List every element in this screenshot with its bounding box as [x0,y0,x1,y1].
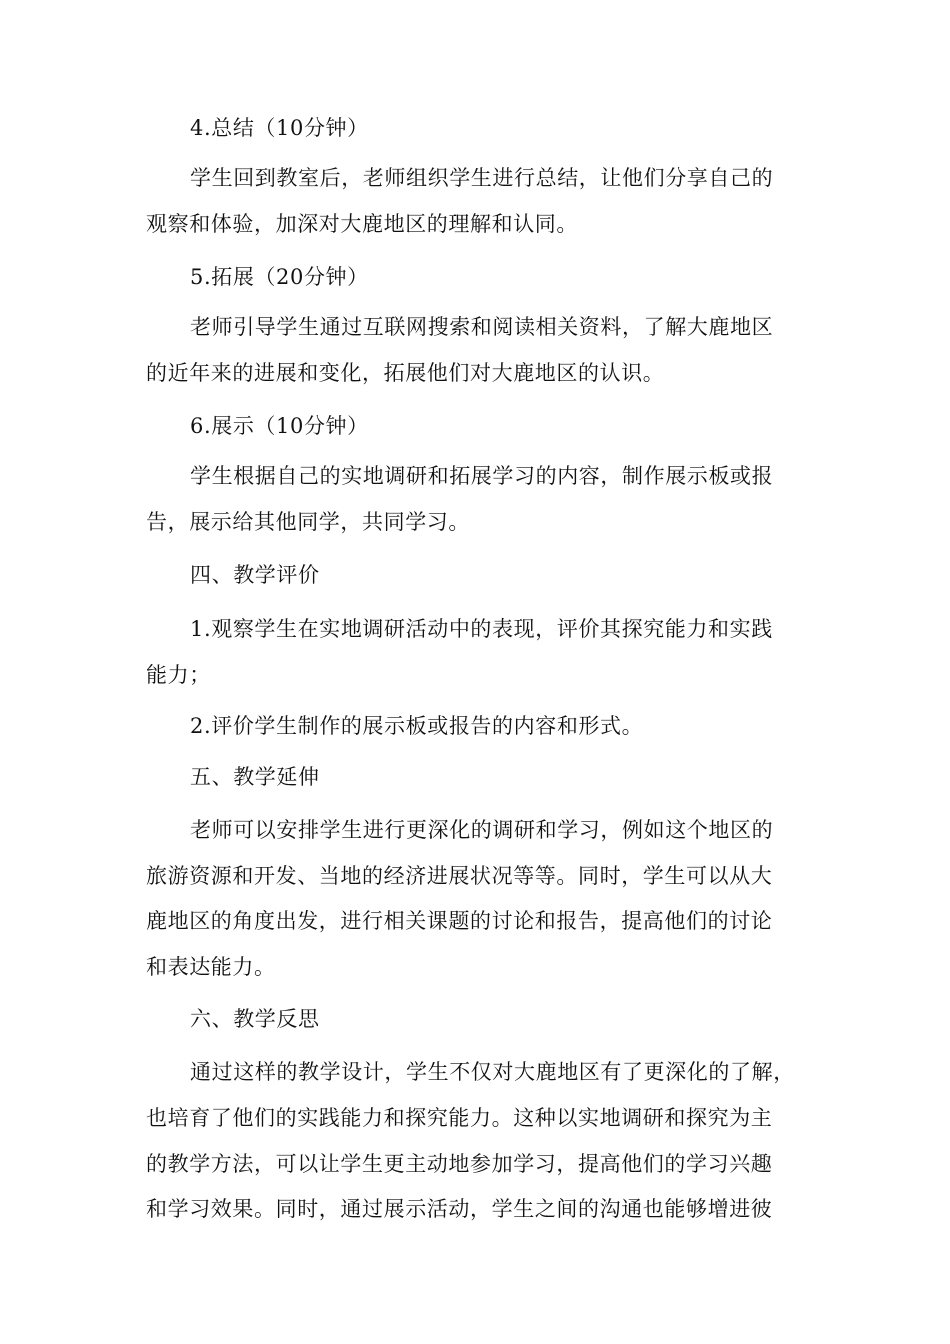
section-heading-reflection: 六、教学反思 [190,1007,320,1031]
section-heading-summary: 4.总结（10分钟） [190,116,369,140]
list-item-line: 2.评价学生制作的展示板或报告的内容和形式。 [190,714,644,738]
section-heading-presentation: 6.展示（10分钟） [190,414,369,438]
paragraph-line: 旅游资源和开发、当地的经济进展状况等等。同时，学生可以从大 [146,864,773,888]
paragraph-line: 老师可以安排学生进行更深化的调研和学习，例如这个地区的 [190,818,774,842]
list-item-line: 能力； [146,663,211,687]
paragraph-line: 和学习效果。同时，通过展示活动，学生之间的沟通也能够增进彼 [146,1197,773,1221]
paragraph-line: 的教学方法，可以让学生更主动地参加学习，提高他们的学习兴趣 [146,1152,773,1176]
paragraph-line: 学生根据自己的实地调研和拓展学习的内容，制作展示板或报 [190,464,774,488]
paragraph-line: 的近年来的进展和变化，拓展他们对大鹿地区的认识。 [146,361,665,385]
paragraph-line: 告，展示给其他同学，共同学习。 [146,510,470,534]
paragraph-line: 老师引导学生通过互联网搜索和阅读相关资料，了解大鹿地区 [190,315,774,339]
list-item-line: 1.观察学生在实地调研活动中的表现，评价其探究能力和实践 [190,617,773,641]
paragraph-line: 学生回到教室后，老师组织学生进行总结，让他们分享自己的 [190,166,774,190]
section-heading-evaluation: 四、教学评价 [190,563,320,587]
section-heading-extension-teaching: 五、教学延伸 [190,765,320,789]
paragraph-line: 和表达能力。 [146,955,276,979]
paragraph-line: 鹿地区的角度出发，进行相关课题的讨论和报告，提高他们的讨论 [146,909,773,933]
paragraph-line: 观察和体验，加深对大鹿地区的理解和认同。 [146,212,578,236]
section-heading-extension: 5.拓展（20分钟） [190,265,369,289]
paragraph-line: 通过这样的教学设计，学生不仅对大鹿地区有了更深化的了解， [190,1060,795,1084]
paragraph-line: 也培育了他们的实践能力和探究能力。这种以实地调研和探究为主 [146,1106,773,1130]
